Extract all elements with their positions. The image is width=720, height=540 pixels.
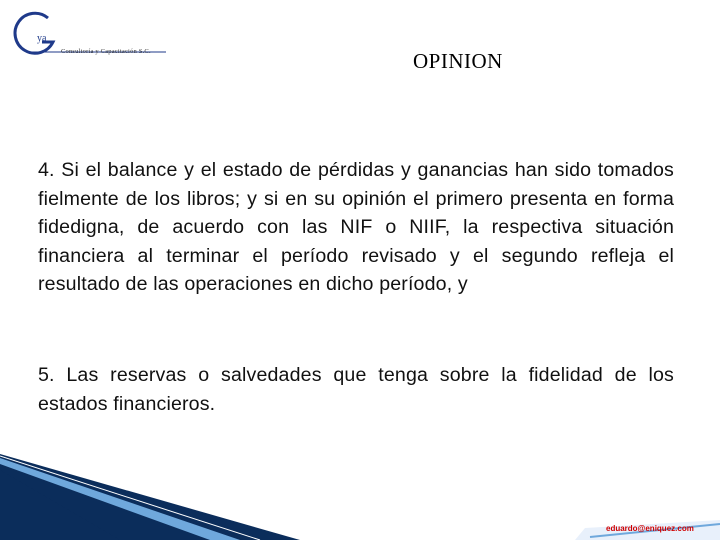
slide-title: OPINION — [413, 49, 503, 73]
logo-g-mark — [8, 8, 178, 68]
logo-letters: ya — [37, 33, 47, 44]
paragraph-item-4: 4. Si el balance y el estado de pérdidas y ganancias han sido tomados fielmente de los libros; y si en su opinión el primero presenta en forma fidedigna, de acuerdo con las NIF o NIIF, la respectiva situación financiera al terminar el período revisado y el segundo refleja el resultado de las operaciones en dicho período, y — [38, 159, 674, 296]
company-logo — [8, 8, 178, 68]
paragraph-item-5: 5. Las reservas o salvedades que tenga sobre la fidelidad de los estados financieros. — [38, 364, 674, 415]
logo-company-name: Consultoría y Capacitación S.C. — [61, 48, 151, 55]
footer-email-link[interactable]: eduardo@eniquez.com — [606, 524, 694, 533]
